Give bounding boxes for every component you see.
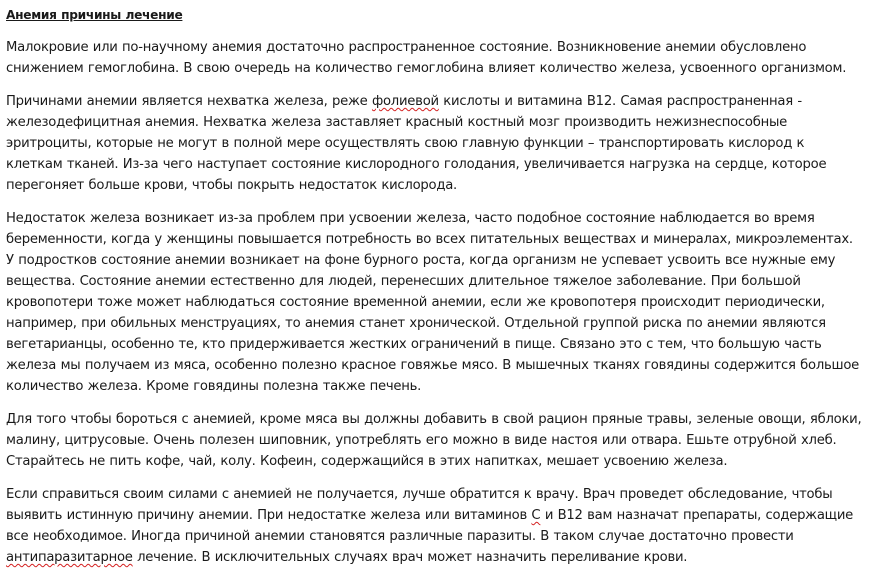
document-title: Анемия причины лечение	[6, 8, 183, 22]
paragraph-causes	[6, 91, 863, 196]
paragraph-text: Для того чтобы бороться с анемией, кроме мяса вы должны добавить в свой рацион пряные травы, зеленые овощи, яблоки, малину, цитрусовые. Очень полезен шиповник, употреблять его можно в виде настоя или отвара. Ешьте отрубной хлеб. Старайтесь не пить кофе, чай, колу. Кофеин, содержащийся в этих напитках, мешает усвоению железа.	[6, 412, 862, 469]
spellcheck-flagged-word[interactable]: С	[531, 508, 541, 523]
spellcheck-flagged-word[interactable]: фолиевой	[371, 94, 439, 109]
paragraph-intro	[6, 37, 863, 79]
paragraph-iron-deficiency	[6, 208, 863, 397]
paragraph-text: кислоты и витамина В12. Самая распространенная - железодефицитная анемия. Нехватка железа заставляет красный костный мозг производить нежизнеспособные эритроциты, которые не могут в полной мере осуществлять свою главную функции – транспортировать кислород к клеткам тканей. Из-за чего наступает состояние кислородного голодания, увеличивается нагрузка на сердце, которое перегоняет больше крови, чтобы покрыть недостаток кислорода.	[6, 94, 827, 193]
spellcheck-flagged-word[interactable]: антипаразитарное	[6, 550, 133, 565]
paragraph-text: и В12 вам назначат препараты, содержащие все необходимое. Иногда причиной анемии становятся различные паразиты. В таком случае достаточно провести	[6, 508, 854, 544]
paragraph-diet	[6, 409, 863, 472]
paragraph-text: Если справиться своим силами с анемией не получается, лучше обратится к врачу. Врач проведет обследование, чтобы выявить истинную причину анемии. При недостатке железа или витаминов	[6, 487, 833, 523]
paragraph-text: Причинами анемии является нехватка железа, реже	[6, 94, 372, 109]
paragraph-text: Недостаток железа возникает из-за проблем при усвоении железа, часто подобное состояние наблюдается во время беременности, когда у женщины повышается потребность во всех питательных веществах и минералах, микроэлементах. У подростков состояние анемии возникает на фоне бурного роста, когда организм не успевает усвоить все нужные ему вещества. Состояние анемии естественно для людей, перенесших длительное тяжелое заболевание. При большой кровопотери тоже может наблюдаться состояние временной анемии, если же кровопотеря происходит периодически, например, при обильных менструациях, то анемия станет хронической. Отдельной группой риска по анемии являются вегетарианцы, особенно те, кто придерживается жестких ограничений в пище. Связано это с тем, что большую часть железа мы получаем из мяса, особенно полезно красное говяжье мясо. В мышечных тканях говядины содержится большое количество железа. Кроме говядины полезна также печень.	[6, 211, 860, 394]
paragraph-treatment	[6, 484, 863, 568]
paragraph-text: Малокровие или по-научному анемия достаточно распространенное состояние. Возникновение анемии обусловлено снижением гемоглобина. В свою очередь на количество гемоглобина влияет количество железа, усвоенного организмом.	[6, 40, 847, 76]
paragraph-text: лечение. В исключительных случаях врач может назначить переливание крови.	[132, 550, 688, 565]
